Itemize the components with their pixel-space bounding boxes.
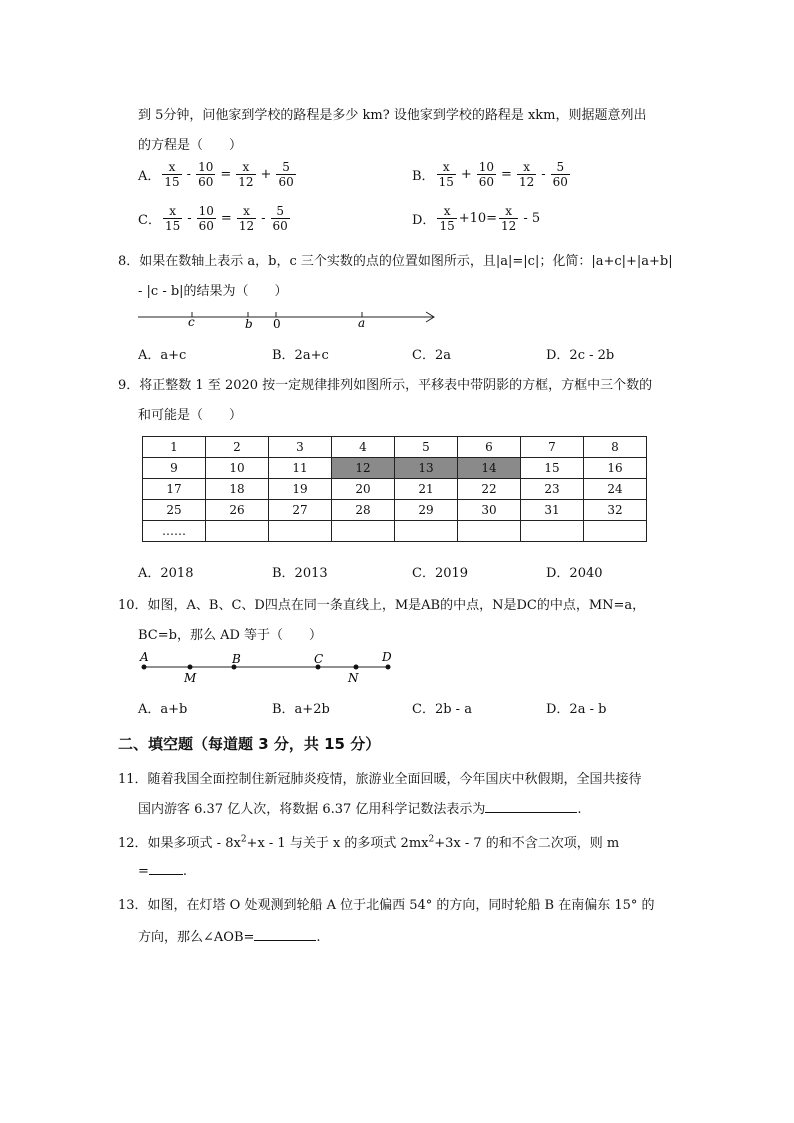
q8-option-a[interactable]: A．a+c	[138, 348, 187, 363]
number-table	[142, 436, 647, 542]
table-row: 25 26 27 28 29 30 31 32	[143, 500, 647, 521]
q10-line1: 10．如图，A、B、C、D四点在同一条直线上，M是AB的中点，N是DC的中点，MN=a，	[118, 598, 646, 613]
q9-option-c[interactable]: C．2019	[412, 566, 469, 581]
number-line-diagram	[136, 306, 446, 332]
section-heading: 二、填空题（每道题 3 分，共 15 分）	[118, 735, 381, 753]
option-label: C．	[138, 213, 161, 228]
shaded-cell: 13	[395, 458, 458, 479]
q12-line1: 12．如果多项式 - $8x^2+x - 1$ 与关于 x 的多项式 $2mx^2+3x - 7$ 的和不含二次项，则 m	[118, 834, 620, 851]
q7-line2: 的方程是（ ）	[138, 138, 243, 153]
fraction: $\frac{10}{60}$	[198, 160, 214, 189]
q9-line2: 和可能是（ ）	[138, 408, 243, 423]
fraction: $\frac{5}{60}$	[272, 204, 288, 233]
axis-label-c: c	[188, 315, 195, 329]
fraction: $\frac{x}{15}$	[164, 204, 181, 233]
point-label-n: N	[348, 671, 359, 685]
q11-line2: 国内游客 6.37 亿人次，将数据 6.37 亿用科学记数法表示为 .	[138, 802, 582, 817]
q11-line1: 11．随着我国全面控制住新冠肺炎疫情，旅游业全面回暖，今年国庆中秋假期，全国共接待	[118, 772, 642, 787]
fraction: $\frac{5}{60}$	[552, 160, 568, 189]
fraction: $\frac{x}{12}$	[238, 160, 254, 189]
point-label-m: M	[184, 671, 197, 685]
q8-option-d[interactable]: D．2c - 2b	[546, 348, 615, 363]
table-row: ……	[143, 521, 647, 542]
point-label-c: C	[314, 652, 324, 666]
q8-option-c[interactable]: C．2a	[412, 348, 451, 363]
fraction: $\frac{x}{15}$	[439, 204, 455, 233]
fraction: $\frac{x}{15}$	[164, 160, 180, 189]
point-label-d: D	[382, 650, 392, 664]
q10-option-a[interactable]: A．a+b	[138, 702, 188, 717]
q10-option-b[interactable]: B．a+2b	[272, 702, 330, 717]
q7-option-a[interactable]: A． $\frac{x}{15}$ - $\frac{10}{60}$ = $\frac{x}{12}$ + $\frac{5}{60}$	[138, 160, 294, 189]
point-label-a: A	[140, 650, 149, 664]
table-row: 17 18 19 20 21 22 23 24	[143, 479, 647, 500]
shaded-cell: 12	[332, 458, 395, 479]
q9-option-b[interactable]: B．2013	[272, 566, 328, 581]
option-label: A．	[138, 169, 161, 184]
fraction: $\frac{x}{12}$	[238, 204, 255, 233]
q12-line2: = .	[138, 864, 188, 879]
option-label: D．	[412, 213, 436, 228]
answer-blank[interactable]	[149, 862, 183, 875]
q9-line1: 9．将正整数 1 至 2020 按一定规律排列如图所示，平移表中带阴影的方框，方框中三个数的	[118, 378, 653, 393]
q7-option-b[interactable]: B． $\frac{x}{15}$ + $\frac{10}{60}$ = $\frac{x}{12}$ - $\frac{5}{60}$	[412, 160, 568, 189]
axis-label-zero: 0	[273, 317, 281, 331]
fraction: $\frac{10}{60}$	[198, 204, 214, 233]
answer-blank[interactable]	[485, 800, 577, 813]
fraction: $\frac{x}{12}$	[518, 160, 535, 189]
q7-option-c[interactable]: C． $\frac{x}{15}$ - $\frac{10}{60}$ = $\frac{x}{12}$ - $\frac{5}{60}$	[138, 204, 288, 233]
q10-option-c[interactable]: C．2b - a	[412, 702, 472, 717]
fraction: $\frac{x}{15}$	[438, 160, 454, 189]
table-row: 9 10 11 12 13 14 15 16	[143, 458, 647, 479]
table-row: 1 2 3 4 5 6 7 8	[143, 437, 647, 458]
option-label: B．	[412, 169, 435, 184]
q9-option-a[interactable]: A．2018	[138, 566, 194, 581]
fraction: $\frac{x}{12}$	[501, 204, 517, 233]
q13-line1: 13．如图，在灯塔 O 处观测到轮船 A 位于北偏西 54° 的方向，同时轮船 B 在南偏东 15° 的	[118, 898, 655, 913]
q10-line2: BC=b，那么 AD 等于（ ）	[138, 628, 323, 643]
q10-option-d[interactable]: D．2a - b	[546, 702, 607, 717]
axis-label-a: a	[358, 316, 366, 330]
point-label-b: B	[232, 652, 241, 666]
line-segment-diagram	[136, 648, 396, 688]
q13-line2: 方向，那么∠AOB= .	[138, 930, 321, 945]
q7-option-d[interactable]: D． $\frac{x}{15}$ +10= $\frac{x}{12}$ - 5	[412, 204, 541, 233]
fraction: $\frac{10}{60}$	[478, 160, 495, 189]
fraction: $\frac{5}{60}$	[278, 160, 294, 189]
axis-label-b: b	[245, 317, 253, 331]
q8-option-b[interactable]: B．2a+c	[272, 348, 329, 363]
shaded-cell: 14	[458, 458, 521, 479]
q8-line1: 8．如果在数轴上表示 a，b，c 三个实数的点的位置如图所示，且|a|=|c|；化简：|a+c|+|a+b|	[118, 254, 673, 269]
q7-line1: 到 5分钟，问他家到学校的路程是多少 km? 设他家到学校的路程是 xkm，则据题意列出	[138, 108, 647, 123]
q8-line2: - |c - b|的结果为（ ）	[138, 284, 288, 299]
answer-blank[interactable]	[254, 928, 316, 941]
q9-option-d[interactable]: D．2040	[546, 566, 603, 581]
